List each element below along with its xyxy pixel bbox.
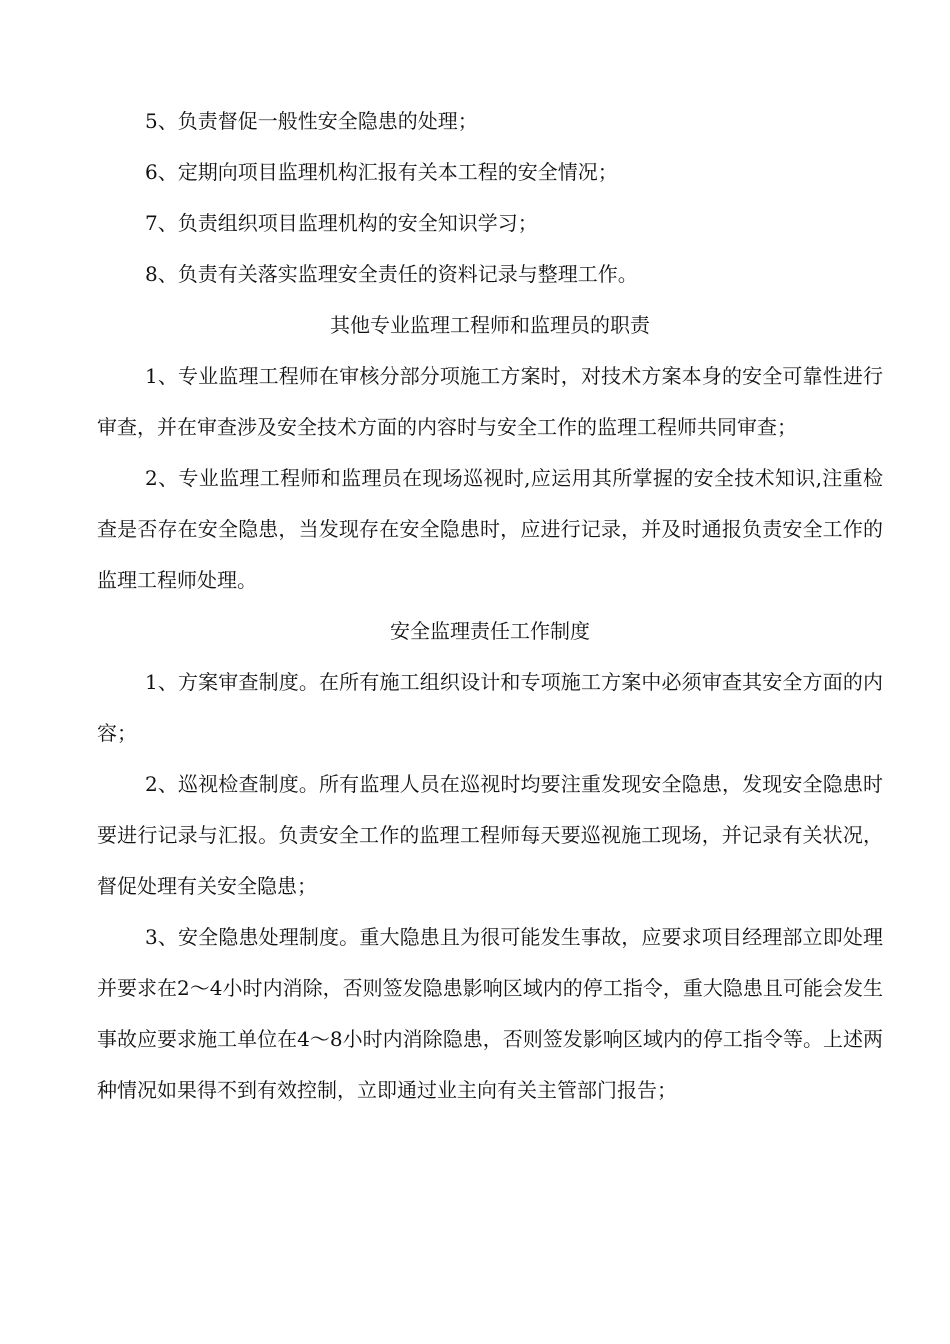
engineer-duty-item-2: 2、专业监理工程师和监理员在现场巡视时,应运用其所掌握的安全技术知识,注重检查是否存在安全隐患，当发现存在安全隐患时，应进行记录，并及时通报负责安全工作的监理工程师处理。 bbox=[97, 466, 883, 592]
duty-item-6: 6、定期向项目监理机构汇报有关本工程的安全情况； bbox=[145, 160, 618, 184]
duty-item-5: 5、负责督促一般性安全隐患的处理； bbox=[145, 109, 478, 133]
document-page bbox=[97, 96, 883, 1116]
section-heading-safety-system: 安全监理责任工作制度 bbox=[390, 619, 590, 643]
system-item-2: 2、巡视检查制度。所有监理人员在巡视时均要注重发现安全隐患，发现安全隐患时要进行记录与汇报。负责安全工作的监理工程师每天要巡视施工现场，并记录有关状况，督促处理有关安全隐患； bbox=[97, 772, 883, 898]
system-item-3: 3、安全隐患处理制度。重大隐患且为很可能发生事故，应要求项目经理部立即处理并要求在2～4小时内消除，否则签发隐患影响区域内的停工指令，重大隐患且可能会发生事故应要求施工单位在4～8小时内消除隐患，否则签发影响区域内的停工指令等。上述两种情况如果得不到有效控制，立即通过业主向有关主管部门报告； bbox=[97, 925, 883, 1102]
duty-item-7: 7、负责组织项目监理机构的安全知识学习； bbox=[145, 211, 538, 235]
section-heading-other-engineers: 其他专业监理工程师和监理员的职责 bbox=[330, 313, 650, 337]
system-item-1: 1、方案审查制度。在所有施工组织设计和专项施工方案中必须审查其安全方面的内容； bbox=[97, 670, 883, 745]
engineer-duty-item-1: 1、专业监理工程师在审核分部分项施工方案时，对技术方案本身的安全可靠性进行审查，并在审查涉及安全技术方面的内容时与安全工作的监理工程师共同审查； bbox=[97, 364, 883, 439]
duty-item-8: 8、负责有关落实监理安全责任的资料记录与整理工作。 bbox=[145, 262, 638, 286]
